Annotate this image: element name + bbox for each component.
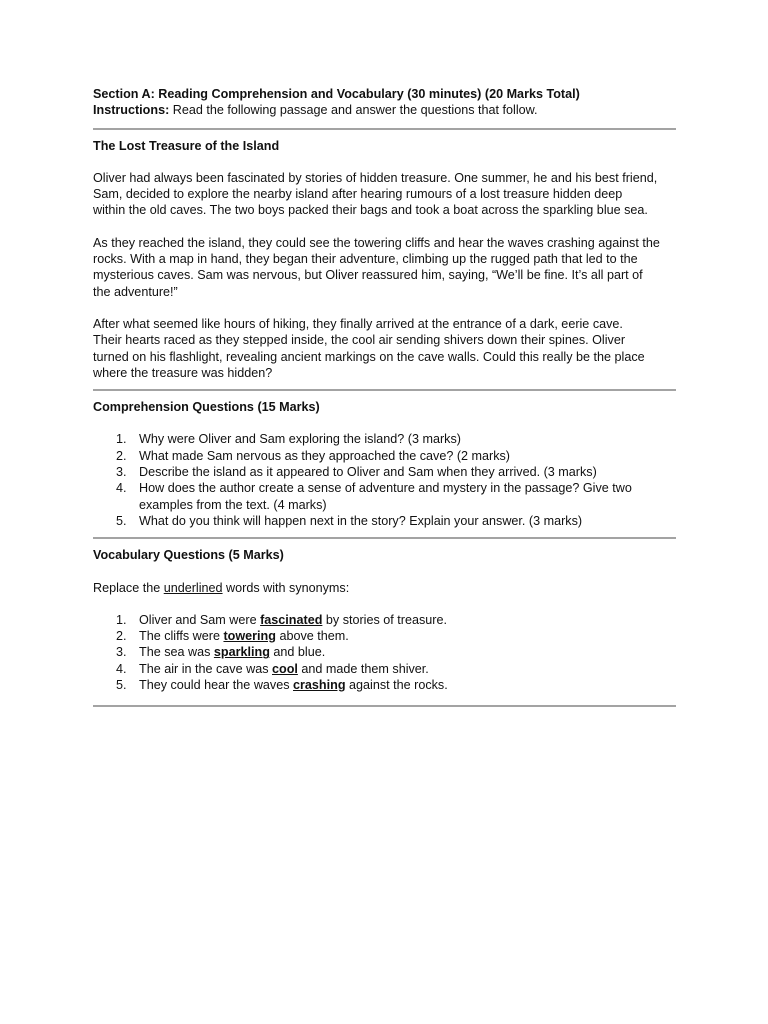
story-line: Oliver had always been fascinated by stories of hidden treasure. One summer, he and his best friend,	[93, 170, 658, 185]
question-number: 4.	[116, 661, 127, 676]
target-word: cool	[272, 661, 298, 676]
story-line: the adventure!”	[93, 284, 178, 299]
divider-3	[93, 537, 676, 539]
story-line: After what seemed like hours of hiking, they finally arrived at the entrance of a dark, eerie cave.	[93, 316, 623, 331]
question-number: 1.	[116, 432, 127, 447]
list-item	[93, 612, 676, 628]
list-item	[93, 677, 676, 693]
divider-2	[93, 389, 676, 391]
story-line: turned on his flashlight, revealing ancient markings on the cave walls. Could this really be the place	[93, 349, 645, 364]
target-word: sparkling	[213, 645, 270, 660]
question-text: The sea was sparkling and blue.	[139, 645, 326, 660]
story-paragraph-3	[93, 316, 676, 381]
question-text: What do you think will happen next in the story? Explain your answer. (3 marks)	[139, 513, 583, 528]
question-text: What made Sam nervous as they approached the cave? (2 marks)	[139, 448, 510, 463]
story-line: Sam, decided to explore the nearby island after hearing rumours of a lost treasure hidden deep	[93, 187, 623, 202]
vocabulary-heading: Vocabulary Questions (5 Marks)	[93, 548, 284, 563]
divider-1	[93, 128, 676, 130]
list-item	[93, 513, 676, 529]
question-text: They could hear the waves crashing against the rocks.	[139, 678, 448, 693]
question-number: 3.	[116, 465, 127, 480]
list-item	[93, 480, 676, 513]
instructions-text: Read the following passage and answer the questions that follow.	[169, 103, 538, 118]
comprehension-heading: Comprehension Questions (15 Marks)	[93, 400, 320, 415]
target-word: crashing	[293, 678, 346, 693]
comprehension-questions	[93, 431, 676, 529]
story-paragraph-1	[93, 170, 676, 219]
list-item	[93, 431, 676, 447]
story-line: where the treasure was hidden?	[93, 365, 273, 380]
question-text: Describe the island as it appeared to Oliver and Sam when they arrived. (3 marks)	[139, 465, 597, 480]
question-text: The cliffs were towering above them.	[139, 629, 349, 644]
story-paragraph-2	[93, 235, 676, 300]
question-text-continued: examples from the text. (4 marks)	[139, 497, 327, 512]
question-text: The air in the cave was cool and made them shiver.	[139, 661, 429, 676]
question-text: Oliver and Sam were fascinated by stories of treasure.	[139, 612, 447, 627]
question-text: How does the author create a sense of adventure and mystery in the passage? Give two	[139, 481, 632, 496]
list-item	[93, 448, 676, 464]
story-line: Their hearts raced as they stepped inside, the cool air sending shivers down their spines. Oliver	[93, 333, 626, 348]
instructions	[93, 102, 676, 118]
question-number: 2.	[116, 629, 127, 644]
instructions-label: Instructions:	[93, 103, 170, 118]
story-line: As they reached the island, they could see the towering cliffs and hear the waves crashing against the	[93, 235, 660, 250]
worksheet-page	[93, 86, 676, 707]
question-text: Why were Oliver and Sam exploring the island? (3 marks)	[139, 432, 461, 447]
question-number: 5.	[116, 678, 127, 693]
story-title: The Lost Treasure of the Island	[93, 138, 280, 153]
story-line: mysterious caves. Sam was nervous, but Oliver reassured him, saying, “We’ll be fine. It’s all part of	[93, 268, 643, 283]
section-title: Section A: Reading Comprehension and Vocabulary (30 minutes) (20 Marks Total)	[93, 87, 580, 101]
question-number: 3.	[116, 645, 127, 660]
list-item	[93, 644, 676, 660]
question-number: 2.	[116, 448, 127, 463]
question-number: 1.	[116, 612, 127, 627]
divider-4	[93, 705, 676, 707]
section-header	[93, 86, 676, 119]
vocabulary-questions	[93, 612, 676, 693]
story-line: rocks. With a map in hand, they began their adventure, climbing up the rugged path that led to the	[93, 252, 638, 267]
list-item	[93, 464, 676, 480]
list-item	[93, 661, 676, 677]
story-line: within the old caves. The two boys packed their bags and took a boat across the sparkling blue sea.	[93, 203, 648, 218]
target-word: fascinated	[260, 612, 323, 627]
list-item	[93, 628, 676, 644]
target-word: towering	[223, 629, 276, 644]
underlined-example: underlined	[163, 580, 223, 595]
question-number: 5.	[116, 513, 127, 528]
vocabulary-intro: Replace the underlined words with synonyms:	[93, 580, 350, 595]
question-number: 4.	[116, 481, 127, 496]
